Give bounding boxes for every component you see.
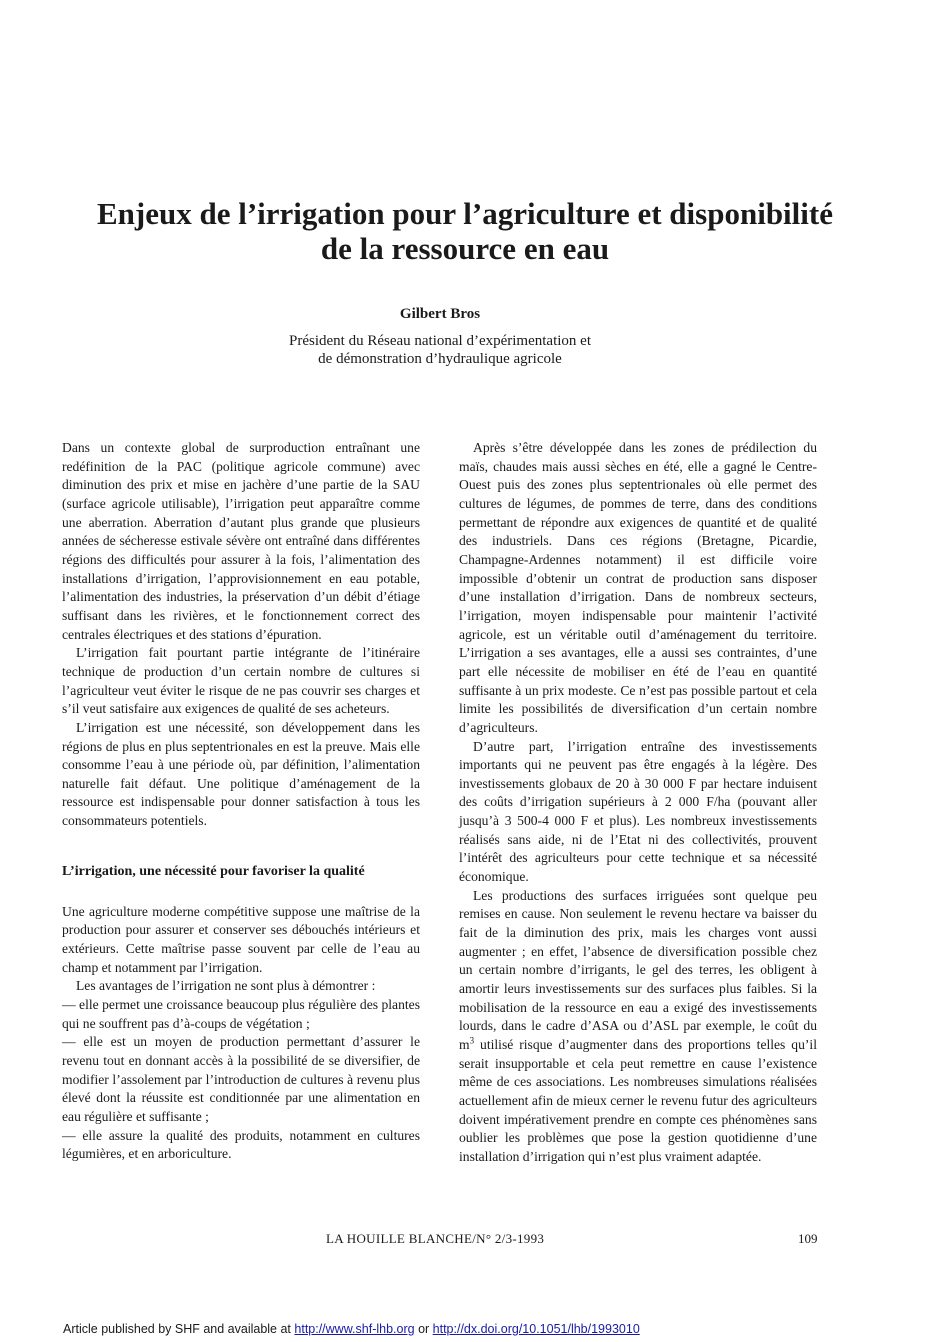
list-item: — elle est un moyen de production permettant d’assurer le revenu tout en donnant accès à la possibilité de se diversifier, de modifier l’assolement par l’introduction de cultures à revenu plus élevé dont la réussite est conditionnée par une alimentation en eau régulière et suffisante ;	[62, 1034, 420, 1124]
journal-footer: LA HOUILLE BLANCHE/N° 2/3-1993	[326, 1231, 545, 1246]
paragraph: Dans un contexte global de surproduction entraînant une redéfinition de la PAC (politique agricole commune) avec diminution des prix et mise en jachère d’une partie de la SAU (surface agricole utilisable), l’irrigation peut apparaître comme une aberration. Aberration d’autant plus grande que plusieurs années de sécheresse estivale sévère ont entraîné dans différentes régions des difficultés pour assurer à la fois, l’alimentation des installations d’irrigation, l’approvisionnement en eau potable, l’alimentation des industries, la préservation d’un débit d’étiage suffisant dans les rivières, et le fonctionnement correct des centrales électriques et des stations d’épuration.	[62, 440, 420, 642]
title-line-1: Enjeux de l’irrigation pour l’agriculture et disponibilité	[97, 196, 833, 231]
list-item: — elle assure la qualité des produits, notamment en cultures légumières, et en arboriculture.	[62, 1127, 420, 1162]
right-column	[459, 439, 817, 1167]
affiliation-line-1: Président du Réseau national d’expérimentation et	[289, 333, 591, 349]
paragraph-text: utilisé risque d’augmenter dans des proportions telles qu’il serait insupportable et cela peut remettre en cause l’existence même de ces associations. Les nombreuses simulations réalisées actuellement afin de mieux cerner le revenu futur des agriculteurs doivent impérativement prendre en compte ces phénomènes sans oublier les problèmes que pose la gestion quotidienne d’une installation d’irrigation qui n’est plus vraiment adaptée.	[459, 1037, 817, 1164]
author-affiliation	[0, 332, 880, 368]
credit-prefix: Article published by SHF and available at	[63, 1322, 295, 1336]
author-name: Gilbert Bros	[399, 306, 481, 322]
list-item: — elle permet une croissance beaucoup plus régulière des plantes qui ne souffrent pas d’à-coups de végétation ;	[62, 997, 420, 1031]
section-heading: L’irrigation, une nécessité pour favoriser la qualité	[62, 863, 365, 879]
paragraph: Les avantages de l’irrigation ne sont plus à démontrer :	[76, 978, 376, 994]
paragraph: L’irrigation est une nécessité, son développement dans les régions de plus en plus septentrionales en est la preuve. Mais elle consomme l’eau à une période où, par définition, l’alimentation naturelle fait défaut. Une politique d’aménagement de la ressource est indispensable pour donner satisfaction à tous les consommateurs potentiels.	[62, 719, 420, 829]
publisher-credit	[63, 1322, 640, 1336]
superscript: 3	[469, 1035, 475, 1046]
left-column	[62, 439, 420, 1164]
page-number: 109	[798, 1231, 818, 1246]
credit-middle: or	[414, 1322, 433, 1336]
doi-link[interactable]: http://dx.doi.org/10.1051/lhb/1993010	[432, 1322, 640, 1336]
paragraph-text: Les productions des surfaces irriguées sont quelque peu remises en cause. Non seulement le revenu hectare va baisser du fait de la diminution des prix, mais les charges vont aussi augmenter ; en effet, l’absence de diversification possible chez un certain nombre d’irrigants, le gel des terres, les obligent à amortir leurs investissements sur des surfaces plus faibles. Si la mobilisation de la ressource en eau a exigé des investissements lourds, dans le cadre d’ASA ou d’ASL par exemple, le coût du m	[459, 887, 817, 1052]
paragraph: Après s’être développée dans les zones de prédilection du maïs, chaudes mais aussi sèches en été, elle a gagné le Centre-Ouest puis des zones plus septentrionales où elle permet des cultures de légumes, de pommes de terre, dans des conditions permettant de répondre aux exigences de quantité et de qualité des industriels. Dans ces régions (Bretagne, Picardie, Champagne-Ardennes notamment) il est difficile voire impossible d’obtenir un contrat de production sans disposer d’une installation d’irrigation. Dans de nombreux secteurs, l’irrigation, moyen indispensable pour maintenir l’activité agricole, est un véritable outil d’aménagement du territoire. L’irrigation a ses avantages, elle a aussi ses contraintes, d’une part elle nécessite de mobiliser en été de l’eau en quantité suffisante à un prix modeste. Ce n’est pas possible partout et cela limite les possibilités de diversification d’un certain nombre d’agriculteurs.	[459, 440, 817, 735]
paragraph	[459, 887, 817, 1167]
title-line-2: de la ressource en eau	[320, 231, 610, 266]
shf-link[interactable]: http://www.shf-lhb.org	[294, 1322, 415, 1336]
article-title	[40, 196, 890, 266]
paragraph: Une agriculture moderne compétitive suppose une maîtrise de la production pour assurer et conserver ses débouchés intérieurs et extérieurs. Cette maîtrise passe souvent par celle de l’eau au champ et notamment par l’irrigation.	[62, 903, 420, 975]
paragraph: D’autre part, l’irrigation entraîne des investissements importants qui ne peuvent pas être engagés à la légère. Des investissements globaux de 20 à 30 000 F par hectare induisent des coûts d’irrigation supérieurs à 2 000 F/ha (pouvant aller jusqu’à 3 500-4 000 F et plus). Les nombreux investissements réalisés sans aide, ni de l’Etat ni des collectivités, prouvent l’intérêt des agriculteurs pour cette technique et sa nécessité économique.	[459, 738, 817, 885]
paragraph: L’irrigation fait pourtant partie intégrante de l’itinéraire technique de production d’un certain nombre de cultures si l’agriculteur veut éviter le risque de ne pas couvrir ses charges et s’il veut satisfaire aux exigences de qualité de ses acheteurs.	[62, 645, 420, 717]
affiliation-line-2: de démonstration d’hydraulique agricole	[318, 351, 562, 367]
